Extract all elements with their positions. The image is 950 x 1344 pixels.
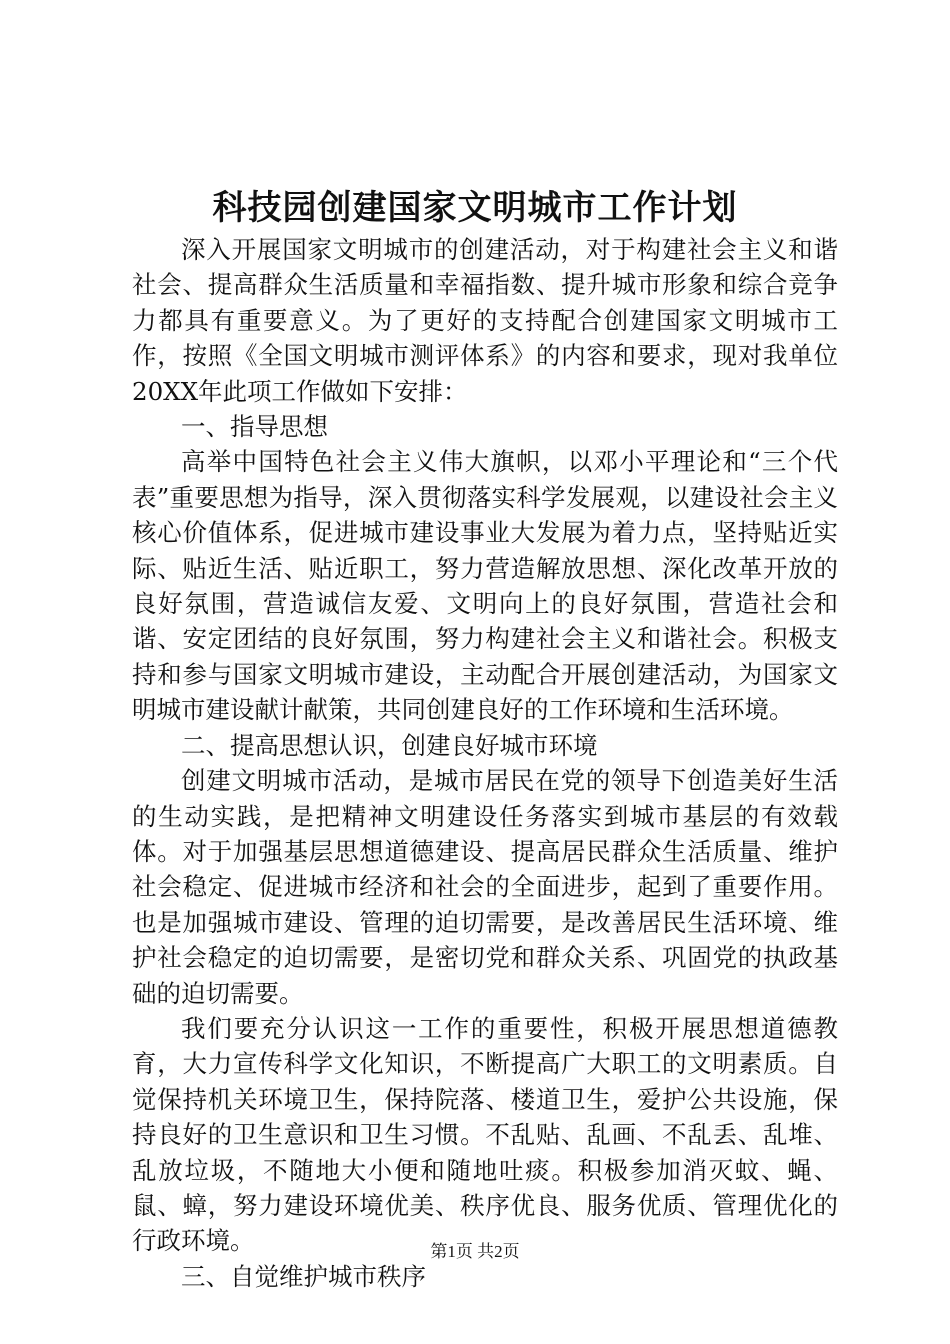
section-heading-1: 一、指导思想	[181, 412, 328, 442]
paragraph-intro: 深入开展国家文明城市的创建活动，对于构建社会主义和谐社会、提高群众生活质量和幸福指数、提升城市形象和综合竞争力都具有重要意义。为了更好的支持配合创建国家文明城市工作，按照《全国文明城市测评体系》的内容和要求，现对我单位20XX年此项工作做如下安排：	[132, 235, 838, 406]
document-body	[132, 232, 838, 1294]
section-heading-3: 三、自觉维护城市秩序	[181, 1261, 426, 1291]
paragraph-guiding-ideology: 高举中国特色社会主义伟大旗帜，以邓小平理论和“三个代表”重要思想为指导，深入贯彻落实科学发展观，以建设社会主义核心价值体系，促进城市建设事业大发展为着力点，坚持贴近实际、贴近生活、贴近职工，努力营造解放思想、深化改革开放的良好氛围，营造诚信友爱、文明向上的良好氛围，营造社会和谐、安定团结的良好氛围，努力构建社会主义和谐社会。积极支持和参与国家文明城市建设，主动配合开展创建活动，为国家文明城市建设献计献策，共同创建良好的工作环境和生活环境。	[132, 447, 838, 725]
section-heading-2: 二、提高思想认识，创建良好城市环境	[181, 730, 598, 760]
paragraph-importance: 我们要充分认识这一工作的重要性，积极开展思想道德教育，大力宣传科学文化知识，不断提高广大职工的文明素质。自觉保持机关环境卫生，保持院落、楼道卫生，爱护公共设施，保持良好的卫生意识和卫生习惯。不乱贴、乱画、不乱丢、乱堆、乱放垃圾，不随地大小便和随地吐痰。积极参加消灭蚊、蝇、鼠、蟑，努力建设环境优美、秩序优良、服务优质、管理优化的行政环境。	[132, 1013, 838, 1256]
paragraph-civilized-city: 创建文明城市活动，是城市居民在党的领导下创造美好生活的生动实践，是把精神文明建设任务落实到城市基层的有效载体。对于加强基层思想道德建设、提高居民群众生活质量、维护社会稳定、促进城市经济和社会的全面进步，起到了重要作用。也是加强城市建设、管理的迫切需要，是改善居民生活环境、维护社会稳定的迫切需要，是密切党和群众关系、巩固党的执政基础的迫切需要。	[132, 766, 838, 1008]
page-footer: 第1页 共2页	[430, 1242, 520, 1261]
document-title: 科技园创建国家文明城市工作计划	[212, 188, 738, 228]
